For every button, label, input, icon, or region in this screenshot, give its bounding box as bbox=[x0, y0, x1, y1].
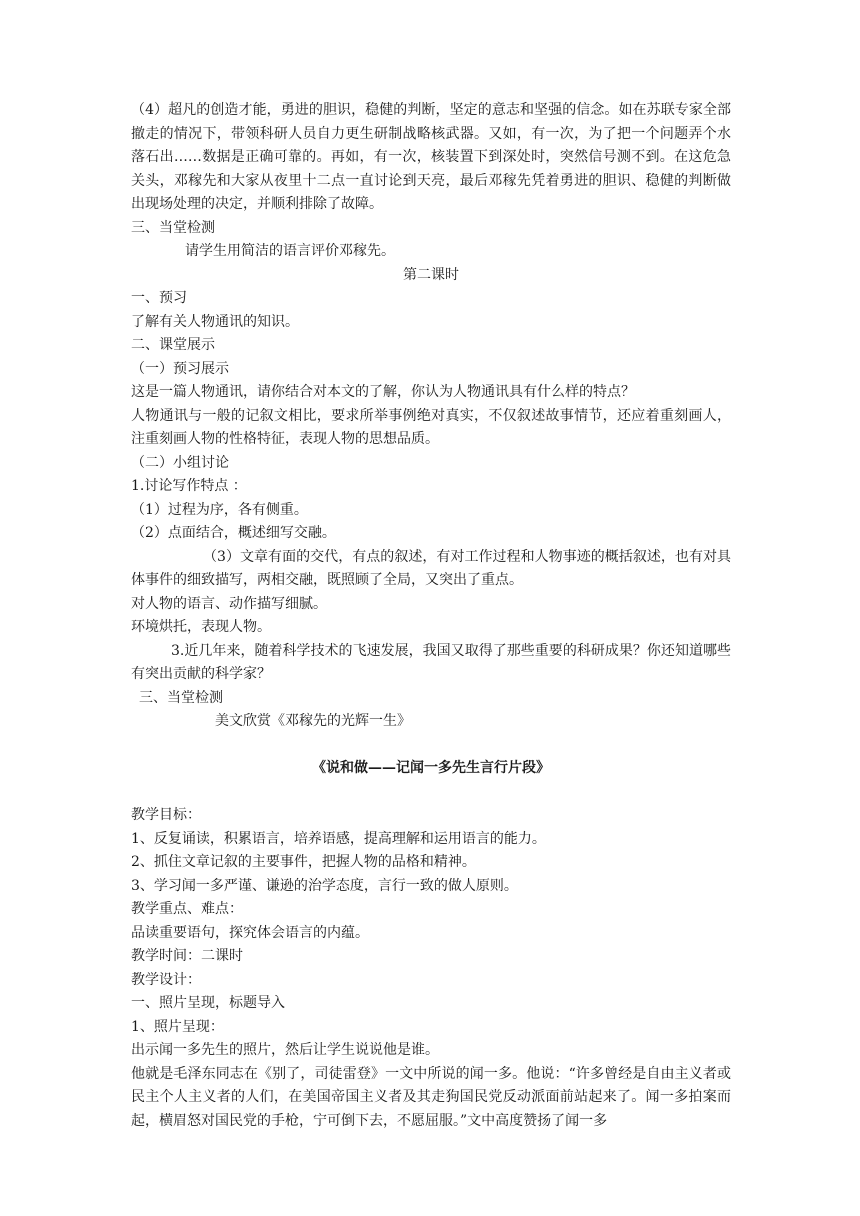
key-points-text: 品读重要语句，探究体会语言的内蕴。 bbox=[131, 924, 369, 941]
point-language: 对人物的语言、动作描写细腻。 bbox=[131, 595, 327, 612]
question-text: 这是一篇人物通讯，请你结合对本文的了解，你认为人物通讯具有什么样的特点？ bbox=[131, 384, 635, 400]
paragraph-creativity: （4）超凡的创造才能，勇进的胆识，稳健的判断，坚定的意志和坚强的信念。如在苏联专家全部撤走的情况下，带领科研人员自力更生研制战略核武器。又如，有一次，为了把一个问题弄个水落石出……数据是正确可靠的。再如，有一次，核装置下到深处时，突然信号测不到。在这危急关头，邓稼先和大家从夜里十二点一直讨论到天亮，最后邓稼先凭着勇进的胆识、稳健的判断做出现场处理的决定，并顺利排除了故障。 bbox=[131, 102, 731, 212]
point-environment: 环境烘托，表现人物。 bbox=[131, 619, 271, 635]
subheading-group-discussion: （二）小组讨论 bbox=[131, 454, 229, 471]
heading-class-display: 二、课堂展示 bbox=[131, 337, 215, 353]
heading-in-class-test-2: 三、当堂检测 bbox=[139, 689, 223, 706]
test-prompt: 请学生用简洁的语言评价邓稼先。 bbox=[185, 243, 395, 259]
discussion-item-1: 1.讨论写作特点 ： bbox=[131, 478, 247, 494]
discussion-item-3: 3.近几年来，随着科学技术的飞速发展，我国又取得了那些重要的科研成果？你还知道哪些有突出贡献的科学家？ bbox=[131, 642, 731, 682]
lesson-two-heading: 第二课时 bbox=[403, 266, 459, 283]
appreciation-text: 美文欣赏《邓稼先的光辉一生》 bbox=[215, 713, 411, 729]
goal-2: 2、抓住文章记叙的主要事件，把握人物的品格和精神。 bbox=[131, 854, 476, 870]
section-title: 《说和做——记闻一多先生言行片段》 bbox=[312, 760, 550, 776]
subheading-preview-display: （一）预习展示 bbox=[131, 360, 229, 377]
goal-3: 3、学习闻一多严谨、谦逊的治学态度，言行一致的做人原则。 bbox=[131, 877, 518, 894]
answer-text: 人物通讯与一般的记叙文相比，要求所举事例绝对真实，不仅叙述故事情节，还应着重刻画人，注重刻画人物的性格特征，表现人物的思想品质。 bbox=[131, 407, 731, 447]
point-3: （3）文章有面的交代，有点的叙述，有对工作过程和人物事迹的概括叙述，也有对具体事件的细致描写，两相交融，既照顾了全局，又突出了重点。 bbox=[131, 548, 731, 588]
teaching-goals-heading: 教学目标： bbox=[131, 807, 201, 823]
photo-instruction: 出示闻一多先生的照片，然后让学生说说他是谁。 bbox=[131, 1042, 439, 1058]
intro-paragraph: 他就是毛泽东同志在《别了，司徒雷登》一文中所说的闻一多。他说：“许多曾经是自由主义者或民主个人主义者的人们，在美国帝国主义者及其走狗国民党反动派面前站起来了。闻一多拍案而起，横眉怒对国民党的手枪，宁可倒下去，不愿屈服。”文中高度赞扬了闻一多 bbox=[131, 1065, 731, 1129]
heading-in-class-test: 三、当堂检测 bbox=[131, 219, 215, 236]
teaching-design-heading: 教学设计： bbox=[131, 971, 201, 988]
point-1: （1）过程为序，各有侧重。 bbox=[131, 501, 308, 518]
point-2: （2）点面结合，概述细写交融。 bbox=[131, 525, 336, 541]
preview-text: 了解有关人物通讯的知识。 bbox=[131, 313, 299, 330]
key-points-heading: 教学重点、难点： bbox=[131, 901, 243, 917]
heading-preview: 一、预习 bbox=[131, 290, 187, 306]
document-page bbox=[131, 99, 731, 1133]
teaching-time: 教学时间：二课时 bbox=[131, 948, 243, 964]
photo-heading: 1、照片呈现： bbox=[131, 1018, 224, 1035]
design-step-1: 一、照片呈现，标题导入 bbox=[131, 995, 285, 1011]
goal-1: 1、反复诵读，积累语言，培养语感，提高理解和运用语言的能力。 bbox=[131, 830, 546, 847]
